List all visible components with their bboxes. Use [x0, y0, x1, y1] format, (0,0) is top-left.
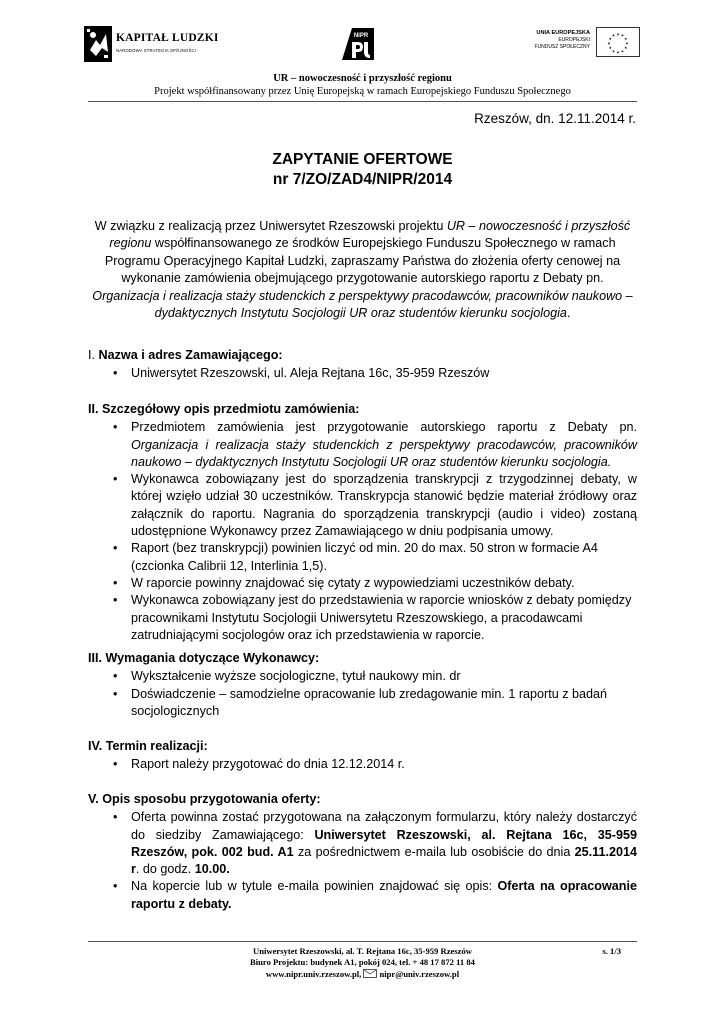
kapital-ludzki-emblem-icon — [84, 26, 112, 62]
document-title-number: nr 7/ZO/ZAD4/NIPR/2014 — [272, 171, 453, 188]
eu-flag-icon — [596, 27, 640, 57]
page-number: s. 1/3 — [602, 946, 621, 956]
document-title — [0, 150, 725, 190]
intro-text: W związku z realizacją przez Uniwersytet Rzeszowski projektu — [94, 219, 447, 233]
list-item: • Na kopercie lub w tytule e-maila powinien znajdować się opis: Oferta na opracowanie raportu z debaty. — [88, 878, 637, 913]
footer-project-office: Biuro Projektu: budynek A1, pokój 024, tel. + 48 17 872 11 84 — [250, 957, 475, 968]
section-order-description — [88, 401, 637, 644]
svg-text:★: ★ — [607, 41, 611, 46]
kapital-ludzki-logo — [84, 26, 219, 62]
footer-email-link[interactable]: nipr@univ.rzeszow.pl — [379, 968, 460, 979]
document-title-line1: ZAPYTANIE OFERTOWE — [272, 151, 453, 168]
eu-efs-logo — [530, 27, 640, 61]
section-ordering-party — [88, 347, 637, 383]
project-subtitle: Projekt współfinansowany przez Unię Europejską w ramach Europejskiego Funduszu Społecznego — [154, 86, 571, 97]
intro-debate-title: Organizacja i realizacja staży studenckich z perspektywy pracodawców, pracowników naukowo – dydaktycznych Instytutu Socjologii UR oraz studentów kierunku socjologia — [92, 288, 633, 321]
list-item: • Wykształcenie wyższe socjologiczne, tytuł naukowy min. dr — [88, 668, 637, 685]
section-heading: V. Opis sposobu przygotowania oferty: — [88, 792, 321, 806]
project-title: UR – nowoczesność i przyszłość regionu — [273, 73, 452, 84]
nipr-logo-icon — [338, 26, 378, 62]
svg-text:★: ★ — [616, 50, 620, 55]
eu-logo-line1: UNIA EUROPEJSKA — [536, 30, 590, 36]
section-heading: III. Wymagania dotyczące Wykonawcy: — [88, 651, 320, 665]
list-item: • W raporcie powinny znajdować się cytaty z wypowiedziami uczestników debaty. — [88, 575, 637, 592]
section-heading: IV. Termin realizacji: — [88, 739, 208, 753]
list-item: • Przedmiotem zamówienia jest przygotowanie autorskiego raportu z Debaty pn. Organizacja i realizacja staży studenckich z perspektywy pracodawców, pracowników naukowo – dydaktycznych Instytutu Socjologii UR oraz studentów kierunku socjologia. — [88, 419, 637, 471]
list-item: • Wykonawca zobowiązany jest do sporządzenia transkrypcji z trzygodzinnej debaty, w której wzięło udział 30 uczestników. Transkrypcja stanowić będzie materiał źródłowy oraz załącznik do raportu. Nagrania do sporządzenia transkrypcji (audio i video) zostaną udostępnione Wykonawcy przez Zamawiającego w dniu podpisania umowy. — [88, 471, 637, 540]
svg-text:★: ★ — [608, 46, 612, 50]
list-item: • Wykonawca zobowiązany jest do przedstawienia w raporcie wniosków z debaty pomiędzy pracownikami Instytutu Socjologii Uniwersytetu Rzeszowskiego, a pracodawcami zatrudniającymi socjologów oraz ich przedstawienia w raporcie. — [88, 592, 637, 644]
list-item: • Raport należy przygotować do dnia 12.12.2014 r. — [88, 756, 637, 773]
list-item: • Oferta powinna zostać przygotowana na załączonym formularzu, który należy dostarczyć do siedziby Zamawiającego: Uniwersytet Rzeszowski, al. Rejtana 16c, 35-959 Rzeszów, pok. 002 bud. A1 za pośrednictwem e-maila lub osobiście do dnia 25.11.2014 r. do godz. 10.00. — [88, 809, 637, 878]
svg-text:★: ★ — [611, 49, 616, 54]
footer-contact — [88, 969, 637, 980]
section-deadline — [88, 738, 637, 774]
intro-project-name: UR – nowoczesność i przyszłość regionu — [109, 219, 631, 251]
kapital-ludzki-name: KAPITAŁ LUDZKI — [116, 32, 219, 44]
svg-text:★: ★ — [624, 46, 628, 50]
svg-text:★: ★ — [625, 41, 629, 46]
intro-text: . — [566, 306, 571, 321]
section-heading: II. Szczegółowy opis przedmiotu zamówienia: — [88, 402, 360, 416]
footer — [88, 946, 637, 980]
svg-text:★: ★ — [611, 33, 616, 38]
footer-website-link[interactable]: www.nipr.univ.rzeszow.pl, — [265, 968, 364, 979]
list-item: • Uniwersytet Rzeszowski, ul. Aleja Rejtana 16c, 35-959 Rzeszów — [88, 365, 637, 382]
intro-text: współfinansowanego ze środków Europejskiego Funduszu Społecznego w ramach Programu Operacyjnego Kapitał Ludzki, zapraszamy Państwa do złożenia oferty cenowej na wykonanie zamówienia obejmującego przygotowanie autorskiego raportu z Debaty pn. — [104, 236, 621, 286]
footer-address: Uniwersytet Rzeszowski, al. T. Rejtana 16c, 35-959 Rzeszów — [252, 946, 473, 956]
nipr-logo-text: NIPR — [353, 33, 369, 39]
list-item: • Raport (bez transkrypcji) powinien liczyć od min. 20 do max. 50 stron w formacie A4 (czcionka Calibrii 12, Interlinia 1,5). — [88, 540, 637, 575]
section-offer-preparation — [88, 791, 637, 913]
section-heading: I. Nazwa i adres Zamawiającego: — [88, 348, 283, 362]
svg-text:★: ★ — [620, 33, 625, 38]
eu-logo-line3: FUNDUSZ SPOŁECZNY — [534, 44, 590, 50]
document-date: Rzeszów, dn. 12.11.2014 r. — [474, 111, 636, 126]
svg-text:★: ★ — [620, 49, 625, 54]
header-divider — [88, 101, 637, 102]
footer-divider — [88, 941, 637, 942]
envelope-icon — [363, 969, 377, 978]
svg-text:★: ★ — [608, 37, 612, 41]
kapital-ludzki-tagline: NARODOWA STRATEGIA SPÓJNOŚCI — [116, 48, 197, 53]
svg-text:★: ★ — [616, 32, 620, 37]
svg-text:★: ★ — [624, 37, 628, 41]
section-contractor-requirements — [88, 650, 637, 720]
intro-paragraph — [88, 218, 637, 322]
eu-logo-line2: EUROPEJSKI — [558, 37, 590, 43]
list-item: • Doświadczenie – samodzielne opracowanie lub zredagowanie min. 1 raportu z badań socjologicznych — [88, 686, 637, 721]
